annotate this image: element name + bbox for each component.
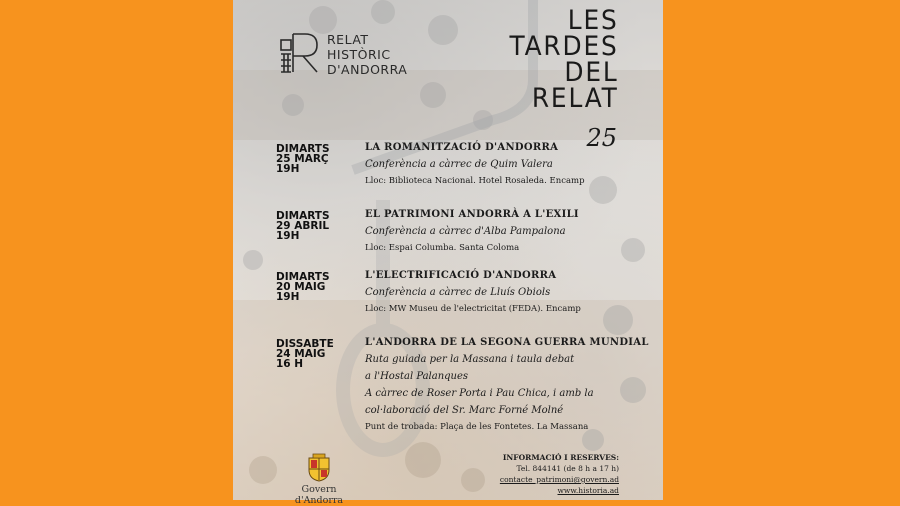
event-title: LA ROMANITZACIÓ D'ANDORRA [365,142,559,153]
event-weekday: DIMARTS [276,210,330,222]
event-day: 29 ABRIL [276,220,330,232]
event-place: Punt de trobada: Plaça de les Fontetes. La Massana [365,422,589,432]
contact-email-link[interactable]: contacte_patrimoni@govern.ad [499,475,619,484]
event-subtitle: A càrrec de Roser Porta i Pau Chica, i amb la [365,388,594,399]
logo-wordmark [327,32,407,77]
event-info [365,268,655,317]
contact-title: INFORMACIÓ I RESERVES: [502,453,619,462]
event-date [276,272,356,302]
event-subtitle: col·laboració del Sr. Marc Forné Molné [365,405,564,416]
poster-title [509,5,619,114]
event-date [276,339,356,369]
event-title: EL PATRIMONI ANDORRÀ A L'EXILI [365,209,579,220]
event-time: 19H [276,291,300,303]
title-line-4: RELAT [532,83,619,114]
event-title: L'ELECTRIFICACIÓ D'ANDORRA [365,270,557,281]
govern-name: Govern d'Andorra [294,484,344,506]
event-date [276,144,356,174]
title-line-2: TARDES [509,31,619,62]
contact-phone: Tel. 844141 (de 8 h a 17 h) [516,464,619,473]
event-date [276,211,356,241]
event-subtitle: a l'Hostal Palanques [365,371,469,382]
event-info [365,140,655,189]
title-line-3: DEL [564,57,619,88]
logo-line-1: RELAT [327,32,369,47]
relat-r-monogram-icon [279,32,319,74]
event-subtitle: Conferència a càrrec d'Alba Pampalona [365,226,566,237]
event-subtitle: Conferència a càrrec de Quim Valera [365,159,553,170]
event-weekday: DISSABTE [276,338,334,350]
website-link[interactable]: www.historia.ad [557,486,619,495]
event-time: 19H [276,163,300,175]
event-day: 24 MAIG [276,348,326,360]
event-poster [233,0,663,506]
event-day: 25 MARÇ [276,153,329,165]
event-subtitle: Conferència a càrrec de Lluís Obiols [365,287,551,298]
logo-line-3: D'ANDORRA [327,62,408,77]
logo-line-2: HISTÒRIC [327,47,391,62]
contact-info [500,452,619,496]
event-place: Lloc: Biblioteca Nacional. Hotel Rosaleda. Encamp [365,176,585,186]
andorra-coat-of-arms-icon [305,452,333,482]
event-info [365,335,655,435]
event-time: 19H [276,230,300,242]
poster-year: 25 [586,124,617,152]
event-place: Lloc: MW Museu de l'electricitat (FEDA). Encamp [365,304,581,314]
event-day: 20 MAIG [276,281,326,293]
event-weekday: DIMARTS [276,271,330,283]
event-title: L'ANDORRA DE LA SEGONA GUERRA MUNDIAL [365,337,649,348]
event-weekday: DIMARTS [276,143,330,155]
event-place: Lloc: Espai Columba. Santa Coloma [365,243,520,253]
relat-historic-logo [279,32,409,76]
event-time: 16 H [276,358,304,370]
title-line-1: LES [568,5,619,36]
event-info [365,207,655,256]
govern-andorra-logo [279,452,359,506]
event-subtitle: Ruta guiada per la Massana i taula debat [365,354,575,365]
